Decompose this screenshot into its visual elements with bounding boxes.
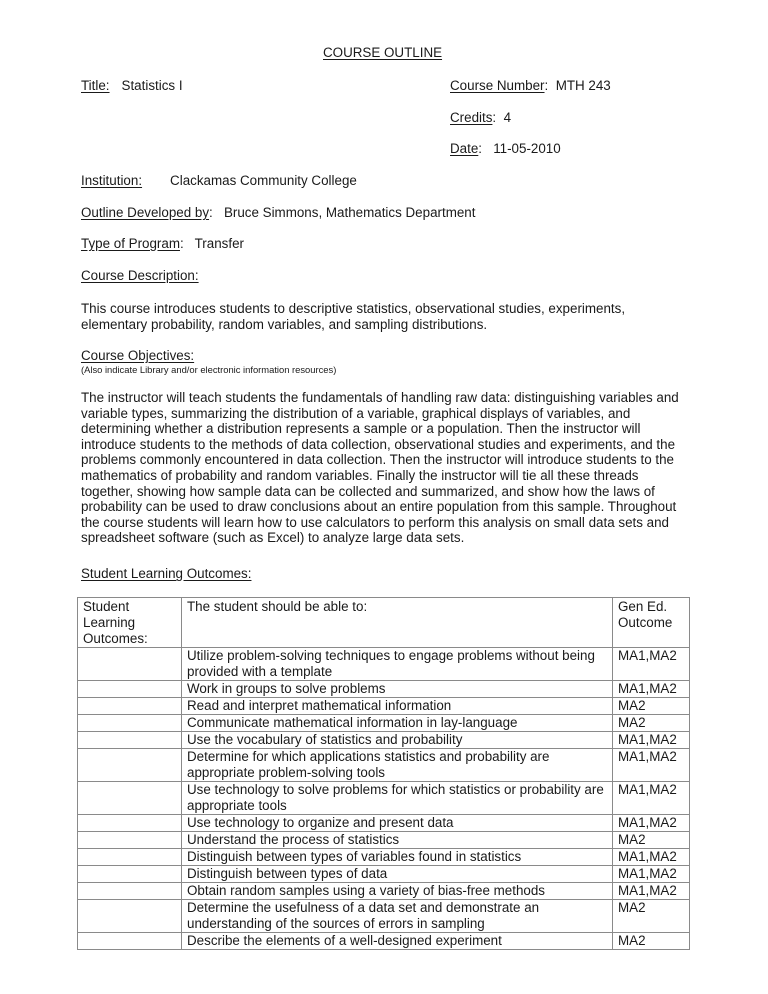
gen-ed-code: MA1,MA2 — [613, 866, 690, 883]
outcome-text: Understand the process of statistics — [182, 832, 613, 849]
header-student-should: The student should be able to: — [182, 598, 613, 648]
credits-field: Credits: 4 — [450, 110, 512, 125]
outcome-text: Read and interpret mathematical information — [182, 698, 613, 715]
header-label: Gen Ed. Outcome — [618, 599, 673, 630]
table-row — [78, 883, 690, 900]
course-objectives-note: (Also indicate Library and/or electronic information resources) — [81, 364, 337, 375]
table-row — [78, 732, 690, 749]
table-row — [78, 866, 690, 883]
learning-outcomes-heading: Student Learning Outcomes: — [81, 566, 252, 581]
date-value: 11-05-2010 — [493, 141, 561, 156]
gen-ed-code: MA2 — [613, 715, 690, 732]
gen-ed-code: MA1,MA2 — [613, 732, 690, 749]
table-row — [78, 648, 690, 681]
outcome-text: Distinguish between types of variables found in statistics — [182, 849, 613, 866]
date-label: Date — [450, 141, 479, 156]
outcome-text: Use technology to organize and present data — [182, 815, 613, 832]
gen-ed-code: MA1,MA2 — [613, 883, 690, 900]
outcome-text: Communicate mathematical information in lay-language — [182, 715, 613, 732]
learning-outcomes-table — [77, 597, 690, 950]
outcome-text: Work in groups to solve problems — [182, 681, 613, 698]
course-description-text: This course introduces students to descriptive statistics, observational studies, experiments, elementary probability, random variables, and sampling distributions. — [81, 301, 626, 332]
outcome-text: Use the vocabulary of statistics and probability — [182, 732, 613, 749]
program-type-field: Type of Program: Transfer — [81, 236, 244, 251]
table-row — [78, 698, 690, 715]
header-label: Student Learning Outcomes: — [83, 599, 148, 646]
outcome-text: Utilize problem-solving techniques to engage problems without being provided with a template — [182, 648, 613, 681]
developed-by-field: Outline Developed by: Bruce Simmons, Mathematics Department — [81, 205, 476, 220]
gen-ed-code: MA2 — [613, 832, 690, 849]
header-gen-ed — [613, 598, 690, 648]
credits-label: Credits — [450, 110, 493, 125]
table-row — [78, 715, 690, 732]
date-field: Date: 11-05-2010 — [450, 141, 561, 156]
gen-ed-code: MA2 — [613, 900, 690, 933]
outcome-text: Describe the elements of a well-designed experiment — [182, 933, 613, 950]
outcome-text: Determine the usefulness of a data set and demonstrate an understanding of the sources of errors in sampling — [182, 900, 613, 933]
course-number-value: MTH 243 — [555, 78, 611, 93]
gen-ed-code: MA1,MA2 — [613, 849, 690, 866]
credits-value: 4 — [503, 110, 512, 125]
gen-ed-code: MA1,MA2 — [613, 815, 690, 832]
developed-by-value: Bruce Simmons, Mathematics Department — [223, 205, 476, 220]
table-row — [78, 681, 690, 698]
course-objectives-heading: Course Objectives: — [81, 348, 195, 363]
outcome-text: Determine for which applications statistics and probability are appropriate problem-solving tools — [182, 749, 613, 782]
table-header-row — [78, 598, 690, 648]
gen-ed-code: MA1,MA2 — [613, 749, 690, 782]
table-row — [78, 849, 690, 866]
course-number-label: Course Number — [450, 78, 545, 93]
gen-ed-code: MA1,MA2 — [613, 648, 690, 681]
program-type-label: Type of Program — [81, 236, 180, 251]
header-student-learning-outcomes — [78, 598, 182, 648]
title-value: Statistics I — [121, 78, 183, 93]
gen-ed-code: MA1,MA2 — [613, 782, 690, 815]
page-title: COURSE OUTLINE — [323, 45, 443, 60]
table-row — [78, 933, 690, 950]
table-row — [78, 782, 690, 815]
table-row — [78, 815, 690, 832]
program-type-value: Transfer — [194, 236, 244, 251]
outcome-text: Distinguish between types of data — [182, 866, 613, 883]
institution-label: Institution: — [81, 173, 143, 188]
course-number-field: Course Number: MTH 243 — [450, 78, 611, 93]
institution-field — [81, 173, 357, 188]
outcome-text: Use technology to solve problems for which statistics or probability are appropriate tools — [182, 782, 613, 815]
table-row — [78, 832, 690, 849]
title-label: Title: — [81, 78, 110, 93]
table-row — [78, 749, 690, 782]
outcome-text: Obtain random samples using a variety of bias-free methods — [182, 883, 613, 900]
table-row — [78, 900, 690, 933]
institution-value: Clackamas Community College — [170, 173, 357, 188]
gen-ed-code: MA2 — [613, 933, 690, 950]
title-field — [81, 78, 183, 93]
gen-ed-code: MA1,MA2 — [613, 681, 690, 698]
course-objectives-text: The instructor will teach students the fundamentals of handling raw data: distinguishing variables and variable types, summarizing the distribution of a variable, graphical displays of variables, and determining whether a distribution represents a sample or a population. Then the instructor will introduce students to the methods of data collection, observational studies and experiments, and the problems commonly encountered in data collection. Then the instructor will introduce students to the mathematics of probability and random variables. Finally the instructor will tie all these threads together, showing how sample data can be collected and summarized, and show how the laws of probability can be used to draw conclusions about an entire population from this sample. Throughout the course students will learn how to use calculators to perform this analysis on small data sets and spreadsheet software (such as Excel) to analyze large data sets. — [81, 390, 679, 546]
gen-ed-code: MA2 — [613, 698, 690, 715]
developed-by-label: Outline Developed by — [81, 205, 210, 220]
course-description-heading: Course Description: — [81, 268, 199, 283]
